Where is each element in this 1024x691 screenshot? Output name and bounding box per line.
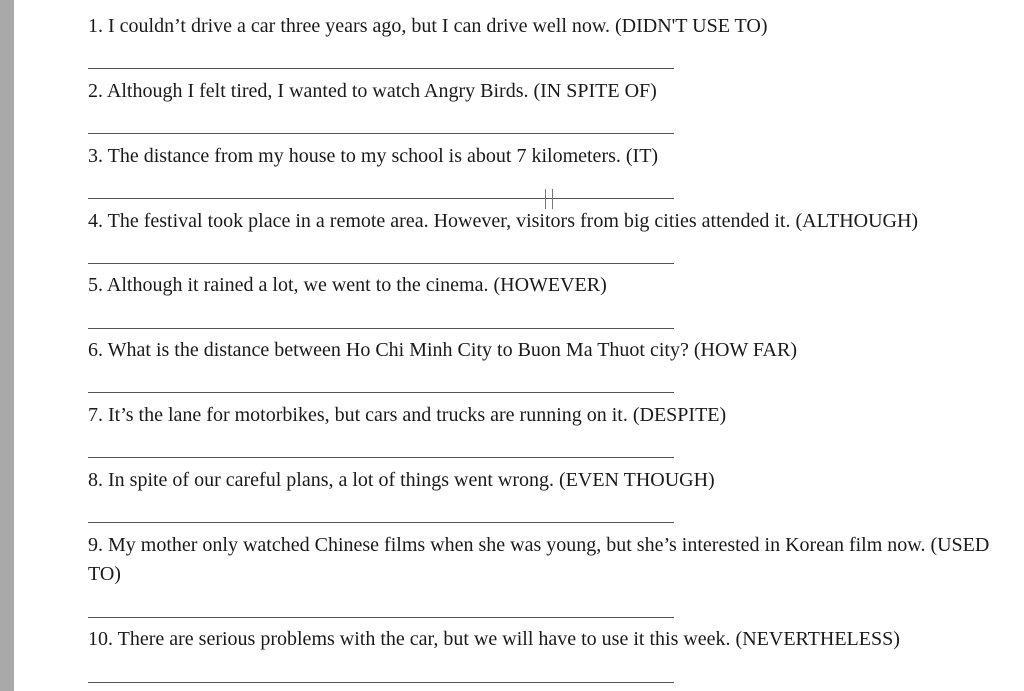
answer-line-8 xyxy=(88,522,674,523)
question-4: 4. The festival took place in a remote area. However, visitors from big cities attended it. (ALTHOUGH) xyxy=(88,210,919,232)
question-9: 9. My mother only watched Chinese films when she was young, but she’s interested in Korean film now. (USED TO) xyxy=(88,534,990,585)
answer-line-10 xyxy=(88,682,674,683)
question-8: 8. In spite of our careful plans, a lot of things went wrong. (EVEN THOUGH) xyxy=(88,469,715,491)
answer-line-6 xyxy=(88,392,674,393)
question-2: 2. Although I felt tired, I wanted to watch Angry Birds. (IN SPITE OF) xyxy=(88,80,657,102)
question-3: 3. The distance from my house to my school is about 7 kilometers. (IT) xyxy=(88,145,659,167)
worksheet-page xyxy=(14,0,1024,691)
answer-line-4 xyxy=(88,263,674,264)
question-5: 5. Although it rained a lot, we went to the cinema. (HOWEVER) xyxy=(88,274,607,296)
text-cursor-icon xyxy=(545,189,553,209)
answer-line-5 xyxy=(88,328,674,329)
answer-line-9 xyxy=(88,617,674,618)
viewer-left-edge xyxy=(0,0,14,691)
question-10: 10. There are serious problems with the car, but we will have to use it this week. (NEVERTHELESS) xyxy=(88,628,900,650)
question-7: 7. It’s the lane for motorbikes, but cars and trucks are running on it. (DESPITE) xyxy=(88,404,727,426)
question-1: 1. I couldn’t drive a car three years ago, but I can drive well now. (DIDN'T USE TO) xyxy=(88,15,768,37)
answer-line-3 xyxy=(88,198,674,199)
answer-line-2 xyxy=(88,133,674,134)
question-6: 6. What is the distance between Ho Chi Minh City to Buon Ma Thuot city? (HOW FAR) xyxy=(88,339,797,361)
answer-line-7 xyxy=(88,457,674,458)
answer-line-1 xyxy=(88,68,674,69)
